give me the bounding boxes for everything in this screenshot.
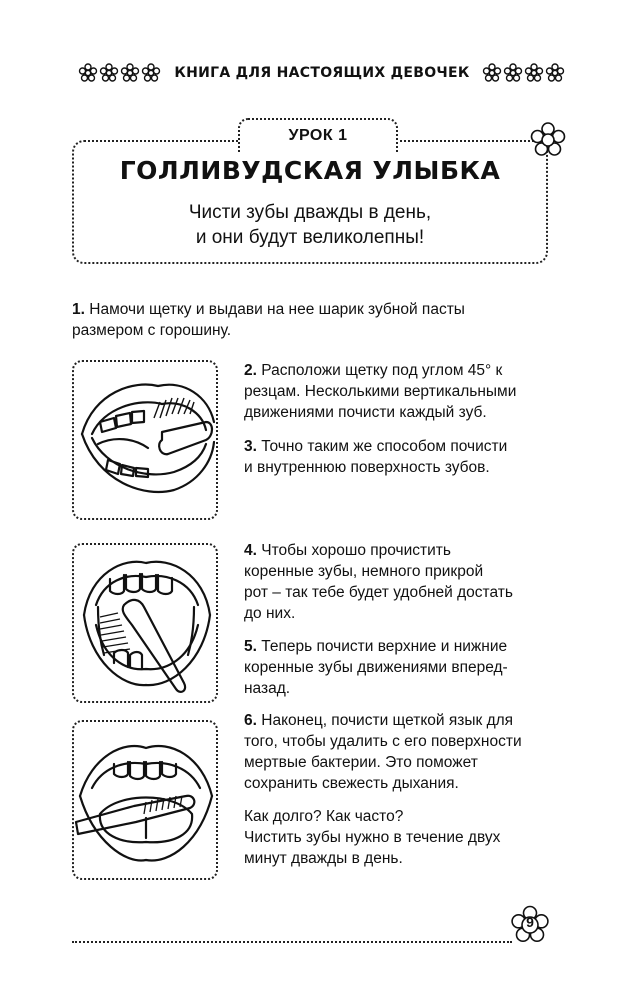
flower-icon-row <box>482 63 566 83</box>
footer-divider <box>72 941 512 943</box>
flower-icon <box>528 120 568 160</box>
tip-line: минут дважды в день. <box>244 850 403 867</box>
mouth-brushing-tongue-icon <box>74 722 215 877</box>
illustration-brushing-tongue <box>72 720 218 880</box>
running-header <box>96 58 548 88</box>
step-text-line: Намочи щетку и выдави на нее шарик зубной пасты <box>89 301 465 318</box>
step-text-line: коренные зубы движениями вперед- <box>244 659 508 676</box>
step-number: 2. <box>244 362 257 379</box>
lesson-subtitle-line: Чисти зубы дважды в день, <box>188 202 432 223</box>
step-6 <box>244 710 558 794</box>
step-text-line: Теперь почисти верхние и нижние <box>261 638 508 655</box>
tip-line: Как долго? Как часто? <box>244 808 404 825</box>
step-2 <box>244 360 554 423</box>
step-number: 3. <box>244 438 257 455</box>
step-text-line: Чтобы хорошо прочистить <box>261 542 451 559</box>
flower-icon-row <box>78 63 162 83</box>
step-text-line: коренные зубы, немного прикрой <box>244 563 484 580</box>
tip-block <box>244 806 558 869</box>
step-text-line: сохранить свежесть дыхания. <box>244 775 459 792</box>
mouth-brushing-molars-icon <box>74 545 215 700</box>
step-text-line: до них. <box>244 605 296 622</box>
step-text-line: Расположи щетку под углом 45° к <box>261 362 503 379</box>
step-text-line: движениями почисти каждый зуб. <box>244 404 487 421</box>
step-number: 5. <box>244 638 257 655</box>
step-text-line: Точно таким же способом почисти <box>261 438 508 455</box>
step-text-line: Наконец, почисти щеткой язык для <box>261 712 514 729</box>
step-5 <box>244 636 558 699</box>
illustration-brushing-front <box>72 360 218 520</box>
step-text-line: размером с горошину. <box>72 322 232 339</box>
step-text-line: мертвые бактерии. Это поможет <box>244 754 478 771</box>
step-number: 4. <box>244 542 257 559</box>
step-text-line: и внутреннюю поверхность зубов. <box>244 459 490 476</box>
step-text-line: рот – так тебе будет удобней достать <box>244 584 513 601</box>
step-text-line: назад. <box>244 680 291 697</box>
step-4 <box>244 540 558 624</box>
illustration-brushing-molars <box>72 543 218 703</box>
step-1 <box>72 299 552 341</box>
step-number: 1. <box>72 301 85 318</box>
lesson-title: ГОЛЛИВУДСКАЯ УЛЫБКА <box>119 156 501 185</box>
flower-ornament-left <box>78 63 162 83</box>
page-number: 9 <box>526 914 534 930</box>
running-title: КНИГА ДЛЯ НАСТОЯЩИХ ДЕВОЧЕК <box>174 65 470 81</box>
step-text-line: резцам. Несколькими вертикальными <box>244 383 517 400</box>
lesson-label: УРОК 1 <box>238 118 398 152</box>
lesson-subtitle-line: и они будут великолепны! <box>195 227 425 248</box>
step-3 <box>244 436 554 478</box>
mouth-brushing-front-teeth-icon <box>74 362 215 517</box>
flower-ornament-right <box>482 63 566 83</box>
lesson-subtitle <box>72 200 548 250</box>
step-number: 6. <box>244 712 257 729</box>
tip-line: Чистить зубы нужно в течение двух <box>244 829 501 846</box>
step-text-line: того, чтобы удалить с его поверхности <box>244 733 522 750</box>
